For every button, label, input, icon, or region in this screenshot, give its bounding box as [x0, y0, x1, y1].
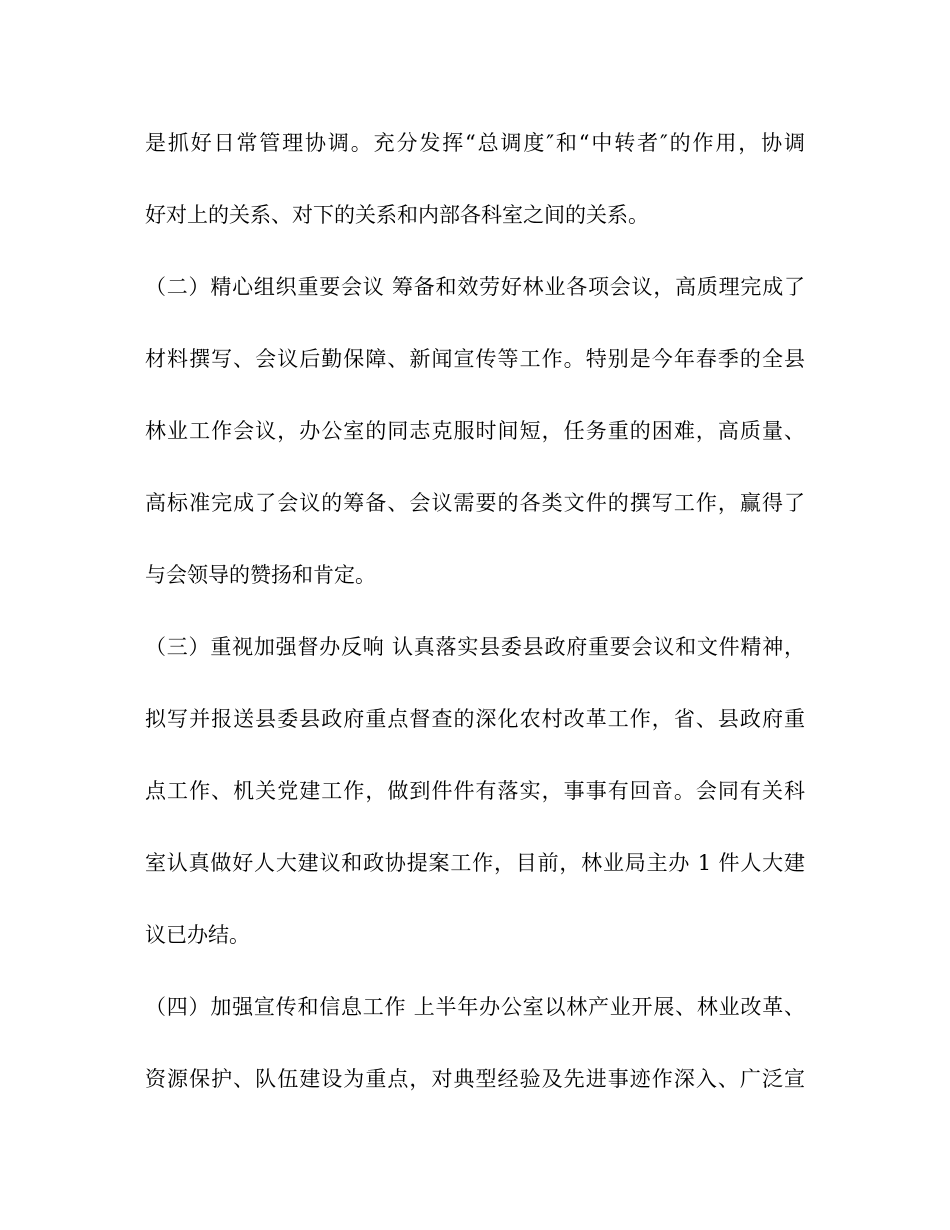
text-line: 高标准完成了会议的筹备、会议需要的各类文件的撰写工作，赢得了 — [145, 491, 805, 515]
text-line: 议已办结。 — [145, 923, 250, 947]
text-line: 资源保护、队伍建设为重点，对典型经验及先进事迹作深入、广泛宣 — [145, 1067, 805, 1091]
text-line: 拟写并报送县委县政府重点督查的深化农村改革工作，省、县政府重 — [145, 707, 805, 731]
text-line: 是抓好日常管理协调。充分发挥“总调度″和“中转者″的作用，协调 — [145, 131, 805, 155]
text-line: 与会领导的赞扬和肯定。 — [145, 563, 376, 587]
text-line: 林业工作会议，办公室的同志克服时间短，任务重的困难，高质量、 — [145, 419, 805, 443]
text-line: 材料撰写、会议后勤保障、新闻宣传等工作。特别是今年春季的全县 — [145, 347, 805, 371]
text-line: 点工作、机关党建工作，做到件件有落实，事事有回音。会同有关科 — [145, 779, 805, 803]
text-line: 室认真做好人大建议和政协提案工作，目前，林业局主办 1 件人大建 — [145, 851, 805, 875]
text-line: （三）重视加强督办反响 认真落实县委县政府重要会议和文件精神， — [145, 635, 805, 659]
text-line: （二）精心组织重要会议 筹备和效劳好林业各项会议，高质理完成了 — [145, 275, 805, 299]
text-line: 好对上的关系、对下的关系和内部各科室之间的关系。 — [145, 203, 649, 227]
text-line: （四）加强宣传和信息工作 上半年办公室以林产业开展、林业改革、 — [145, 995, 805, 1019]
